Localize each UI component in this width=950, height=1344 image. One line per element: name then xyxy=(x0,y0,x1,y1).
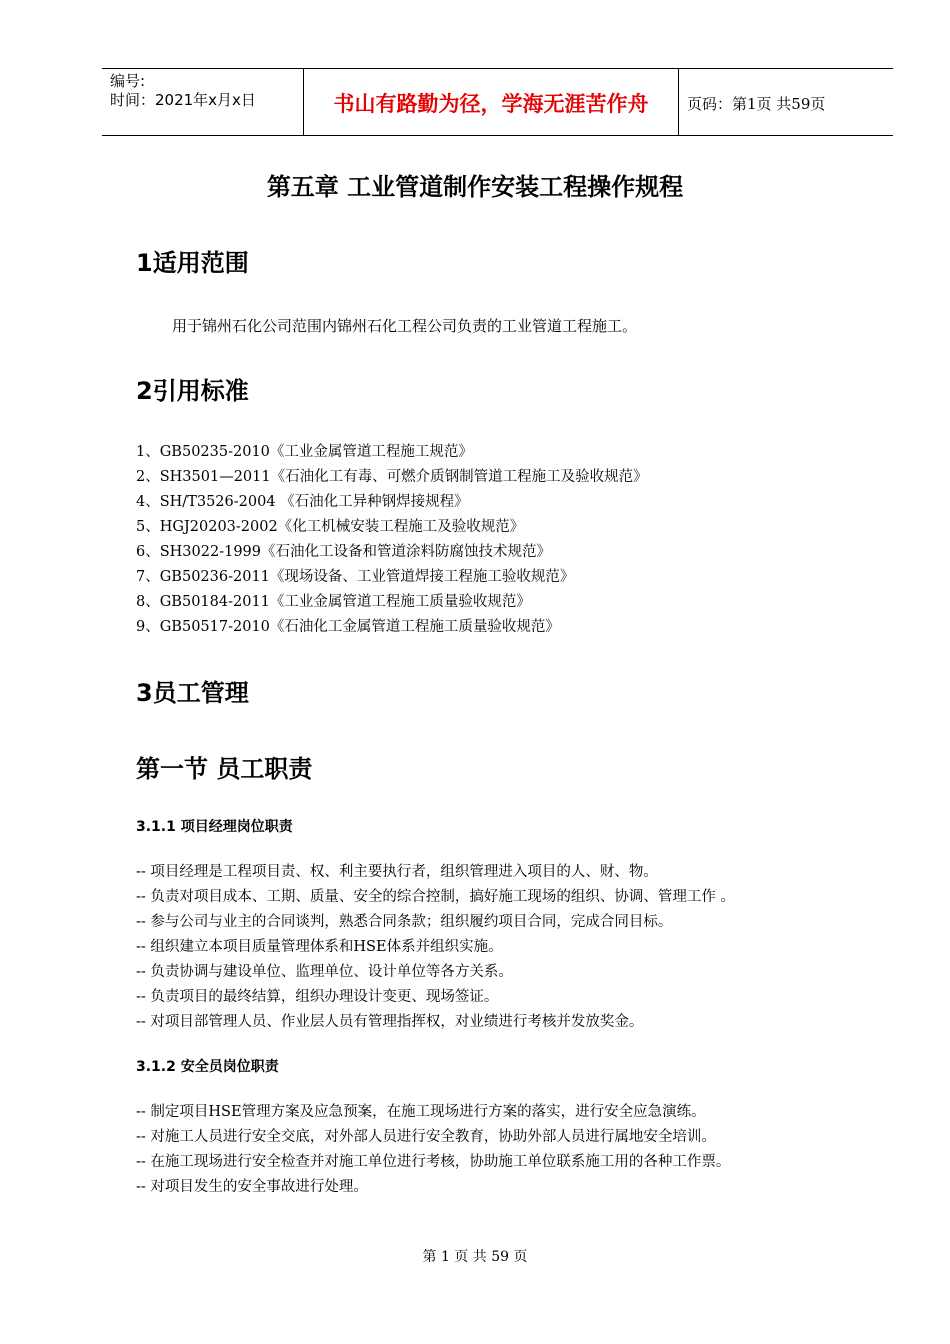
heading-scope: 1适用范围 xyxy=(136,249,249,277)
list-item: 2、SH3501—2011《石油化工有毒、可燃介质钢制管道工程施工及验收规范》 xyxy=(136,469,648,485)
page-header xyxy=(102,68,893,136)
list-item: -- 负责对项目成本、工期、质量、安全的综合控制，搞好施工现场的组织、协调、管理工作 。 xyxy=(136,889,736,905)
list-item: 6、SH3022-1999《石油化工设备和管道涂料防腐蚀技术规范》 xyxy=(136,544,552,560)
header-motto-cell xyxy=(304,69,679,135)
list-item: -- 负责协调与建设单位、监理单位、设计单位等各方关系。 xyxy=(136,964,513,980)
list-item: -- 组织建立本项目质量管理体系和HSE体系并组织实施。 xyxy=(136,939,503,955)
list-item: -- 对项目部管理人员、作业层人员有管理指挥权，对业绩进行考核并发放奖金。 xyxy=(136,1014,644,1030)
document-title: 第五章 工业管道制作安装工程操作规程 xyxy=(266,173,684,201)
safety-duties-list xyxy=(136,1100,730,1200)
list-item: -- 对施工人员进行安全交底，对外部人员进行安全教育，协助外部人员进行属地安全培训。 xyxy=(136,1129,716,1145)
document-date-label: 时间：2021年x月x日 xyxy=(110,91,256,109)
document-number-label: 编号: xyxy=(110,72,146,90)
list-item: -- 对项目发生的安全事故进行处理。 xyxy=(136,1179,368,1195)
list-item: -- 在施工现场进行安全检查并对施工单位进行考核，协助施工单位联系施工用的各种工作票。 xyxy=(136,1154,731,1170)
list-item: 5、HGJ20203-2002《化工机械安装工程施工及验收规范》 xyxy=(136,519,525,535)
list-item: 4、SH/T3526-2004 《石油化工异种钢焊接规程》 xyxy=(136,494,469,510)
list-item: -- 制定项目HSE管理方案及应急预案，在施工现场进行方案的落实，进行安全应急演练。 xyxy=(136,1104,706,1120)
list-item: -- 负责项目的最终结算，组织办理设计变更、现场签证。 xyxy=(136,989,499,1005)
list-item: 8、GB50184-2011《工业金属管道工程施工质量验收规范》 xyxy=(136,594,531,610)
header-left-cell xyxy=(102,69,304,135)
list-item: 9、GB50517-2010《石油化工金属管道工程施工质量验收规范》 xyxy=(136,619,560,635)
header-page-cell xyxy=(679,69,893,135)
list-item: -- 项目经理是工程项目责、权、利主要执行者，组织管理进入项目的人、财、物。 xyxy=(136,864,658,880)
page-footer: 第 1 页 共 59 页 xyxy=(422,1249,528,1265)
header-motto: 书山有路勤为径，学海无涯苦作舟 xyxy=(333,91,649,116)
scope-paragraph: 用于锦州石化公司范围内锦州石化工程公司负责的工业管道工程施工。 xyxy=(172,317,638,335)
heading-safety-duties: 3.1.2 安全员岗位职责 xyxy=(136,1059,279,1075)
list-item: 1、GB50235-2010《工业金属管道工程施工规范》 xyxy=(136,444,473,460)
list-item: 7、GB50236-2011《现场设备、工业管道焊接工程施工验收规范》 xyxy=(136,569,575,585)
heading-staff: 3员工管理 xyxy=(136,679,249,707)
heading-section-1: 第一节 员工职责 xyxy=(136,755,313,783)
header-page-info: 页码：第1页 共59页 xyxy=(687,95,826,113)
heading-pm-duties: 3.1.1 项目经理岗位职责 xyxy=(136,819,293,835)
pm-duties-list xyxy=(136,860,735,1035)
standards-list xyxy=(136,440,648,640)
heading-standards: 2引用标准 xyxy=(136,377,249,405)
list-item: -- 参与公司与业主的合同谈判，熟悉合同条款；组织履约项目合同，完成合同目标。 xyxy=(136,914,673,930)
